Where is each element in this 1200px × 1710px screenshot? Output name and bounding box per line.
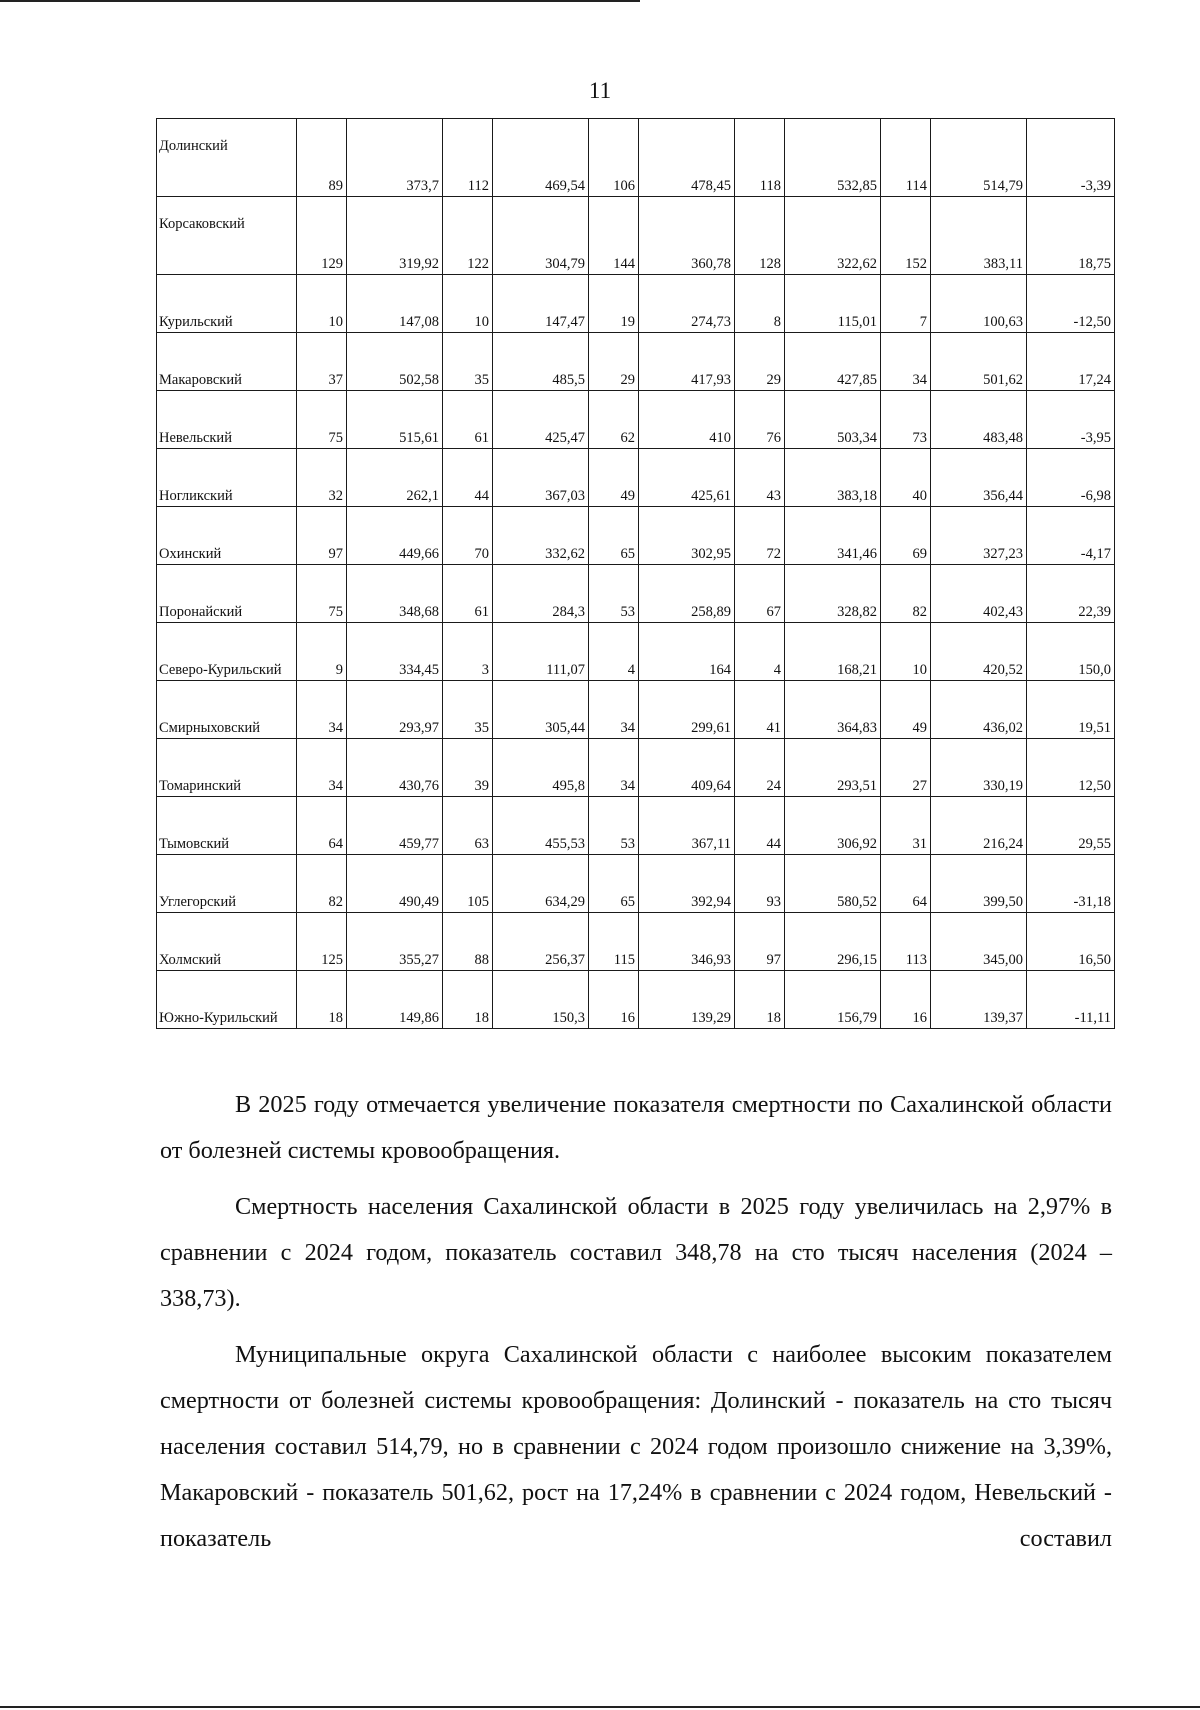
table-cell: 322,62 [785, 197, 881, 275]
table-cell: 10 [881, 623, 931, 681]
table-cell: -3,95 [1027, 391, 1115, 449]
table-row [157, 275, 1115, 333]
table-cell: 152 [881, 197, 931, 275]
table-row [157, 681, 1115, 739]
table-cell: 39 [443, 739, 493, 797]
table-cell: 62 [589, 391, 639, 449]
table-cell: 409,64 [639, 739, 735, 797]
district-name: Поронайский [157, 565, 297, 623]
table-cell: 37 [297, 333, 347, 391]
table-cell: 18 [443, 971, 493, 1029]
table-row [157, 855, 1115, 913]
table-cell: 355,27 [347, 913, 443, 971]
table-cell: 341,46 [785, 507, 881, 565]
table-cell: 128 [735, 197, 785, 275]
district-name: Смирныховский [157, 681, 297, 739]
table-cell: 61 [443, 391, 493, 449]
table-cell: 24 [735, 739, 785, 797]
body-text [160, 1082, 1112, 1572]
paragraph-3: Муниципальные округа Сахалинской области с наиболее высоким показателем смертности от болезней системы кровообращения: Долинский - показатель на сто тысяч населения составил 514,79, но в сравнении с 2024 годом произошло снижение на 3,39%, Макаровский - показатель 501,62, рост на 17,24% в сравнении с 2024 годом, Невельский - показатель составил [160, 1341, 1112, 1552]
table-cell: 149,86 [347, 971, 443, 1029]
table-cell: 34 [589, 681, 639, 739]
table-cell: 53 [589, 797, 639, 855]
table-cell: 485,5 [493, 333, 589, 391]
table-cell: 367,11 [639, 797, 735, 855]
table-cell: 82 [881, 565, 931, 623]
table-cell: 125 [297, 913, 347, 971]
district-name: Курильский [157, 275, 297, 333]
table-cell: 296,15 [785, 913, 881, 971]
table-cell: 346,93 [639, 913, 735, 971]
table-cell: 114 [881, 119, 931, 197]
table-row [157, 797, 1115, 855]
table-cell: 44 [443, 449, 493, 507]
table-cell: 147,47 [493, 275, 589, 333]
table-cell: 49 [881, 681, 931, 739]
table-cell: -11,11 [1027, 971, 1115, 1029]
table-cell: 4 [589, 623, 639, 681]
table-cell: 459,77 [347, 797, 443, 855]
table-cell: 455,53 [493, 797, 589, 855]
table-cell: 147,08 [347, 275, 443, 333]
table-cell: 515,61 [347, 391, 443, 449]
table-cell: 356,44 [931, 449, 1027, 507]
table-cell: 483,48 [931, 391, 1027, 449]
table-row [157, 119, 1115, 197]
table-cell: 64 [297, 797, 347, 855]
table-cell: 73 [881, 391, 931, 449]
table-cell: -31,18 [1027, 855, 1115, 913]
table-cell: 364,83 [785, 681, 881, 739]
table-row [157, 565, 1115, 623]
table-cell: 34 [881, 333, 931, 391]
table-cell: 106 [589, 119, 639, 197]
table-cell: 69 [881, 507, 931, 565]
table-cell: 34 [589, 739, 639, 797]
table-cell: 367,03 [493, 449, 589, 507]
table-cell: 44 [735, 797, 785, 855]
table-cell: 93 [735, 855, 785, 913]
table-cell: 97 [297, 507, 347, 565]
table-cell: 306,92 [785, 797, 881, 855]
table-cell: -12,50 [1027, 275, 1115, 333]
table-cell: 105 [443, 855, 493, 913]
table-cell: 348,68 [347, 565, 443, 623]
district-name: Углегорский [157, 855, 297, 913]
table-cell: 216,24 [931, 797, 1027, 855]
table-cell: 503,34 [785, 391, 881, 449]
table-cell: -4,17 [1027, 507, 1115, 565]
table-cell: 27 [881, 739, 931, 797]
table-cell: 49 [589, 449, 639, 507]
table-cell: 41 [735, 681, 785, 739]
table-cell: 18 [735, 971, 785, 1029]
table-cell: 122 [443, 197, 493, 275]
table-cell: 144 [589, 197, 639, 275]
table-cell: 360,78 [639, 197, 735, 275]
table-cell: 410 [639, 391, 735, 449]
table-cell: 34 [297, 739, 347, 797]
table-cell: 65 [589, 507, 639, 565]
table-cell: 156,79 [785, 971, 881, 1029]
table-cell: 10 [297, 275, 347, 333]
table-cell: 9 [297, 623, 347, 681]
table-cell: 3 [443, 623, 493, 681]
table-cell: 63 [443, 797, 493, 855]
table-cell: 61 [443, 565, 493, 623]
paragraph-1: В 2025 году отмечается увеличение показателя смертности по Сахалинской области от болезней системы кровообращения. [160, 1091, 1112, 1164]
district-name: Тымовский [157, 797, 297, 855]
table-cell: 16 [589, 971, 639, 1029]
table-row [157, 739, 1115, 797]
table-cell: 373,7 [347, 119, 443, 197]
table-cell: 293,97 [347, 681, 443, 739]
table-cell: 72 [735, 507, 785, 565]
table-row [157, 333, 1115, 391]
table-cell: 399,50 [931, 855, 1027, 913]
table-cell: 634,29 [493, 855, 589, 913]
table-cell: 305,44 [493, 681, 589, 739]
table-cell: 29,55 [1027, 797, 1115, 855]
table-cell: 150,3 [493, 971, 589, 1029]
table-cell: 43 [735, 449, 785, 507]
table-cell: 420,52 [931, 623, 1027, 681]
table-cell: 425,61 [639, 449, 735, 507]
table-cell: 115,01 [785, 275, 881, 333]
table-cell: 115 [589, 913, 639, 971]
district-name: Холмский [157, 913, 297, 971]
table-cell: 293,51 [785, 739, 881, 797]
table-cell: 430,76 [347, 739, 443, 797]
table-cell: 10 [443, 275, 493, 333]
table-cell: 168,21 [785, 623, 881, 681]
table-cell: 580,52 [785, 855, 881, 913]
table-cell: 274,73 [639, 275, 735, 333]
table-cell: 8 [735, 275, 785, 333]
district-name: Томаринский [157, 739, 297, 797]
table-cell: 330,19 [931, 739, 1027, 797]
table-cell: 16,50 [1027, 913, 1115, 971]
table-cell: 449,66 [347, 507, 443, 565]
table-cell: 76 [735, 391, 785, 449]
table-cell: 469,54 [493, 119, 589, 197]
table-row [157, 913, 1115, 971]
table-cell: 97 [735, 913, 785, 971]
table-cell: 436,02 [931, 681, 1027, 739]
table-row [157, 507, 1115, 565]
table-cell: -6,98 [1027, 449, 1115, 507]
table-cell: 383,11 [931, 197, 1027, 275]
table-cell: 112 [443, 119, 493, 197]
table-cell: 88 [443, 913, 493, 971]
table-cell: 35 [443, 333, 493, 391]
table-cell: 258,89 [639, 565, 735, 623]
table-cell: 19 [589, 275, 639, 333]
table-cell: 4 [735, 623, 785, 681]
table-cell: 164 [639, 623, 735, 681]
table-cell: 29 [735, 333, 785, 391]
table-cell: 18,75 [1027, 197, 1115, 275]
district-name: Долинский [157, 119, 297, 197]
table-cell: 82 [297, 855, 347, 913]
district-name: Охинский [157, 507, 297, 565]
scan-edge-top [0, 0, 640, 2]
table-cell: 31 [881, 797, 931, 855]
table-cell: 64 [881, 855, 931, 913]
table-cell: 70 [443, 507, 493, 565]
table-cell: 17,24 [1027, 333, 1115, 391]
table-cell: 67 [735, 565, 785, 623]
district-name: Южно-Курильский [157, 971, 297, 1029]
table-cell: 111,07 [493, 623, 589, 681]
table-cell: 53 [589, 565, 639, 623]
mortality-table [156, 118, 1115, 1029]
table-cell: 118 [735, 119, 785, 197]
table-cell: 327,23 [931, 507, 1027, 565]
table-cell: 19,51 [1027, 681, 1115, 739]
table-cell: 478,45 [639, 119, 735, 197]
table-cell: 345,00 [931, 913, 1027, 971]
table-cell: 514,79 [931, 119, 1027, 197]
table-cell: 495,8 [493, 739, 589, 797]
table-cell: 32 [297, 449, 347, 507]
table-cell: 284,3 [493, 565, 589, 623]
table-cell: 113 [881, 913, 931, 971]
table-row [157, 623, 1115, 681]
district-name: Макаровский [157, 333, 297, 391]
table-cell: 417,93 [639, 333, 735, 391]
table-cell: 7 [881, 275, 931, 333]
table-cell: 425,47 [493, 391, 589, 449]
table-cell: 75 [297, 565, 347, 623]
table-cell: 29 [589, 333, 639, 391]
district-name: Северо-Курильский [157, 623, 297, 681]
table-cell: 532,85 [785, 119, 881, 197]
table-row [157, 971, 1115, 1029]
table-cell: 34 [297, 681, 347, 739]
table-cell: 18 [297, 971, 347, 1029]
district-name: Корсаковский [157, 197, 297, 275]
table-cell: 319,92 [347, 197, 443, 275]
table-cell: 299,61 [639, 681, 735, 739]
table-body [157, 119, 1115, 1029]
table-cell: 334,45 [347, 623, 443, 681]
scan-edge-bottom [0, 1706, 1200, 1708]
table-cell: 12,50 [1027, 739, 1115, 797]
table-cell: 129 [297, 197, 347, 275]
table-cell: 304,79 [493, 197, 589, 275]
table-cell: 139,29 [639, 971, 735, 1029]
table-cell: 383,18 [785, 449, 881, 507]
table-cell: 256,37 [493, 913, 589, 971]
table-row [157, 391, 1115, 449]
table-cell: 65 [589, 855, 639, 913]
table-cell: 501,62 [931, 333, 1027, 391]
table-cell: 40 [881, 449, 931, 507]
table-row [157, 197, 1115, 275]
paragraph-2: Смертность населения Сахалинской области в 2025 году увеличилась на 2,97% в сравнении с 2024 годом, показатель составил 348,78 на сто тысяч населения (2024 – 338,73). [160, 1193, 1112, 1312]
table-cell: 100,63 [931, 275, 1027, 333]
table-cell: 328,82 [785, 565, 881, 623]
page-number: 11 [588, 78, 612, 103]
table-cell: 262,1 [347, 449, 443, 507]
table-cell: 392,94 [639, 855, 735, 913]
table-cell: 150,0 [1027, 623, 1115, 681]
table-cell: 427,85 [785, 333, 881, 391]
table-cell: 75 [297, 391, 347, 449]
district-name: Невельский [157, 391, 297, 449]
table-cell: 35 [443, 681, 493, 739]
table-cell: 332,62 [493, 507, 589, 565]
district-name: Ногликский [157, 449, 297, 507]
table-cell: 22,39 [1027, 565, 1115, 623]
table-cell: -3,39 [1027, 119, 1115, 197]
table-cell: 302,95 [639, 507, 735, 565]
table-cell: 402,43 [931, 565, 1027, 623]
table-cell: 139,37 [931, 971, 1027, 1029]
table-cell: 490,49 [347, 855, 443, 913]
table-cell: 89 [297, 119, 347, 197]
table-cell: 16 [881, 971, 931, 1029]
table-row [157, 449, 1115, 507]
table-cell: 502,58 [347, 333, 443, 391]
